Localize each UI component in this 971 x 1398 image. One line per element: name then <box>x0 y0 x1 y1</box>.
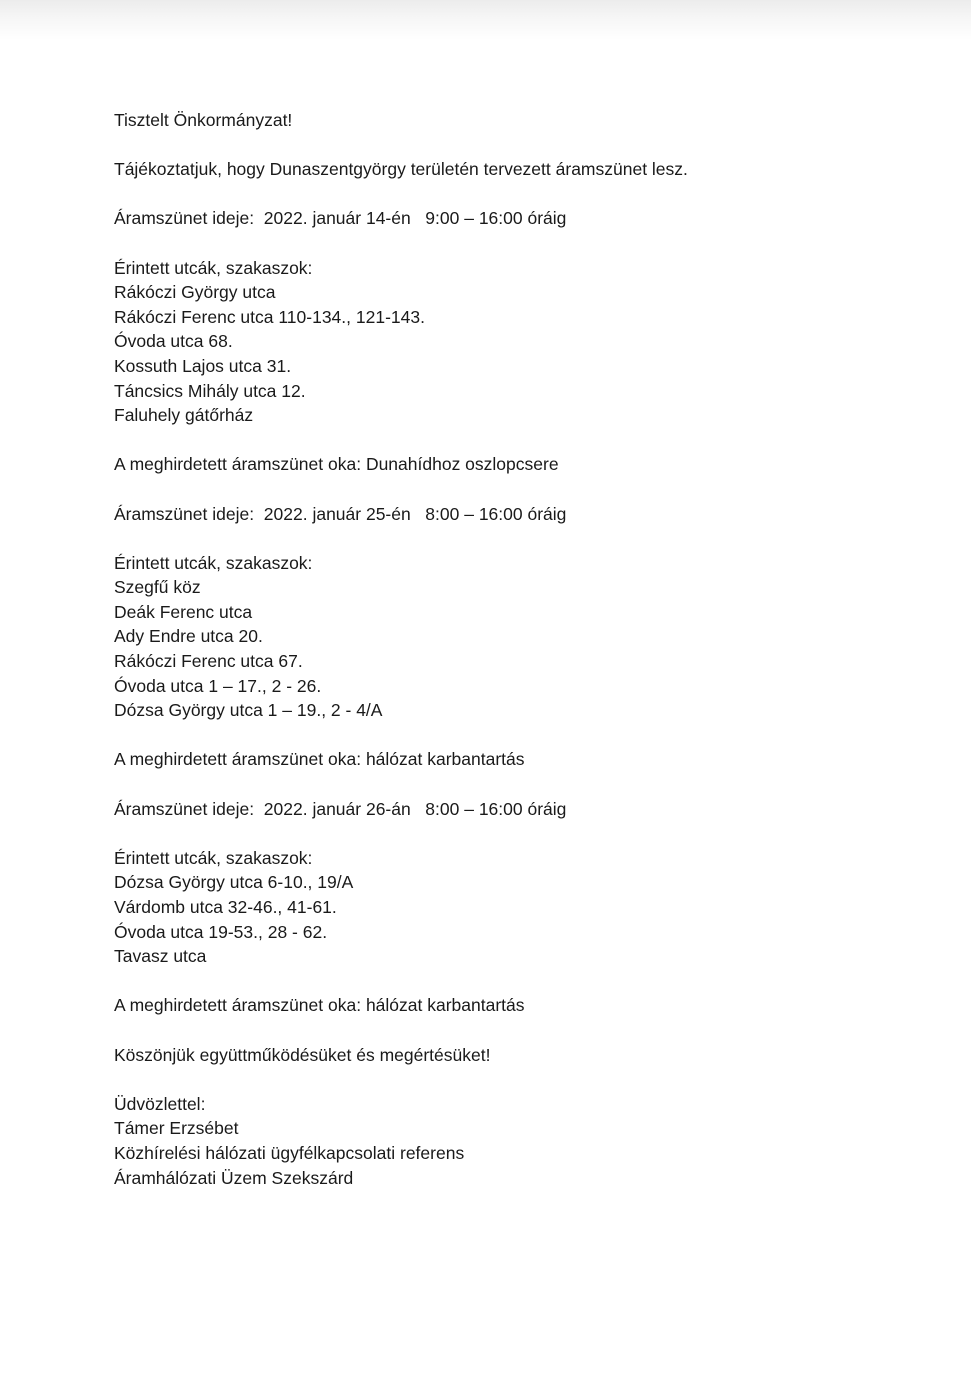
intro-text: Tájékoztatjuk, hogy Dunaszentgyörgy területén tervezett áramszünet lesz. <box>114 159 688 180</box>
outage-time: Áramszünet ideje: 2022. január 14-én 9:00 – 16:00 óráig <box>114 208 567 229</box>
top-shadow <box>0 0 971 40</box>
signature-org: Áramhálózati Üzem Szekszárd <box>114 1167 354 1188</box>
blank-line <box>114 723 934 748</box>
blank-line <box>114 821 934 846</box>
street-item: Dózsa György utca 1 – 19., 2 - 4/A <box>114 700 383 721</box>
greeting: Tisztelt Önkormányzat! <box>114 110 293 130</box>
streets-header: Érintett utcák, szakaszok: <box>114 847 313 868</box>
blank-line <box>114 428 934 453</box>
street-item: Dózsa György utca 6-10., 19/A <box>114 872 354 893</box>
street-item: Rákóczi Ferenc utca 110-134., 121-143. <box>114 306 425 327</box>
blank-line <box>114 1067 934 1092</box>
street-item: Táncsics Mihály utca 12. <box>114 380 306 401</box>
outage-reason: A meghirdetett áramszünet oka: hálózat karbantartás <box>114 749 525 770</box>
street-item: Ady Endre utca 20. <box>114 626 263 647</box>
blank-line <box>114 477 934 502</box>
blank-line <box>114 231 934 256</box>
street-item: Faluhely gátőrház <box>114 405 254 426</box>
blank-line <box>114 133 934 158</box>
signature-name: Támer Erzsébet <box>114 1118 239 1139</box>
signature-title: Közhírelési hálózati ügyfélkapcsolati referens <box>114 1142 465 1163</box>
streets-header: Érintett utcák, szakaszok: <box>114 257 313 278</box>
outage-time: Áramszünet ideje: 2022. január 26-án 8:00 – 16:00 óráig <box>114 798 567 819</box>
street-item: Deák Ferenc utca <box>114 601 253 622</box>
street-item: Rákóczi György utca <box>114 282 276 303</box>
blank-line <box>114 526 934 551</box>
blank-line <box>114 1018 934 1043</box>
blank-line <box>114 772 934 797</box>
street-item: Szegfű köz <box>114 577 201 598</box>
letter-body <box>114 108 934 1190</box>
outage-time: Áramszünet ideje: 2022. január 25-én 8:00 – 16:00 óráig <box>114 503 567 524</box>
blank-line <box>114 182 934 207</box>
outage-reason: A meghirdetett áramszünet oka: Dunahídhoz oszlopcsere <box>114 454 559 475</box>
outage-reason: A meghirdetett áramszünet oka: hálózat karbantartás <box>114 995 525 1016</box>
street-item: Kossuth Lajos utca 31. <box>114 355 292 376</box>
street-item: Óvoda utca 68. <box>114 331 233 352</box>
street-item: Várdomb utca 32-46., 41-61. <box>114 897 337 917</box>
streets-header: Érintett utcák, szakaszok: <box>114 552 313 573</box>
blank-line <box>114 969 934 994</box>
closing-text: Üdvözlettel: <box>114 1093 206 1114</box>
thanks-text: Köszönjük együttműködésüket és megértésüket! <box>114 1044 491 1065</box>
street-item: Óvoda utca 19-53., 28 - 62. <box>114 921 328 942</box>
street-item: Tavasz utca <box>114 946 207 967</box>
street-item: Óvoda utca 1 – 17., 2 - 26. <box>114 675 322 696</box>
street-item: Rákóczi Ferenc utca 67. <box>114 651 303 672</box>
